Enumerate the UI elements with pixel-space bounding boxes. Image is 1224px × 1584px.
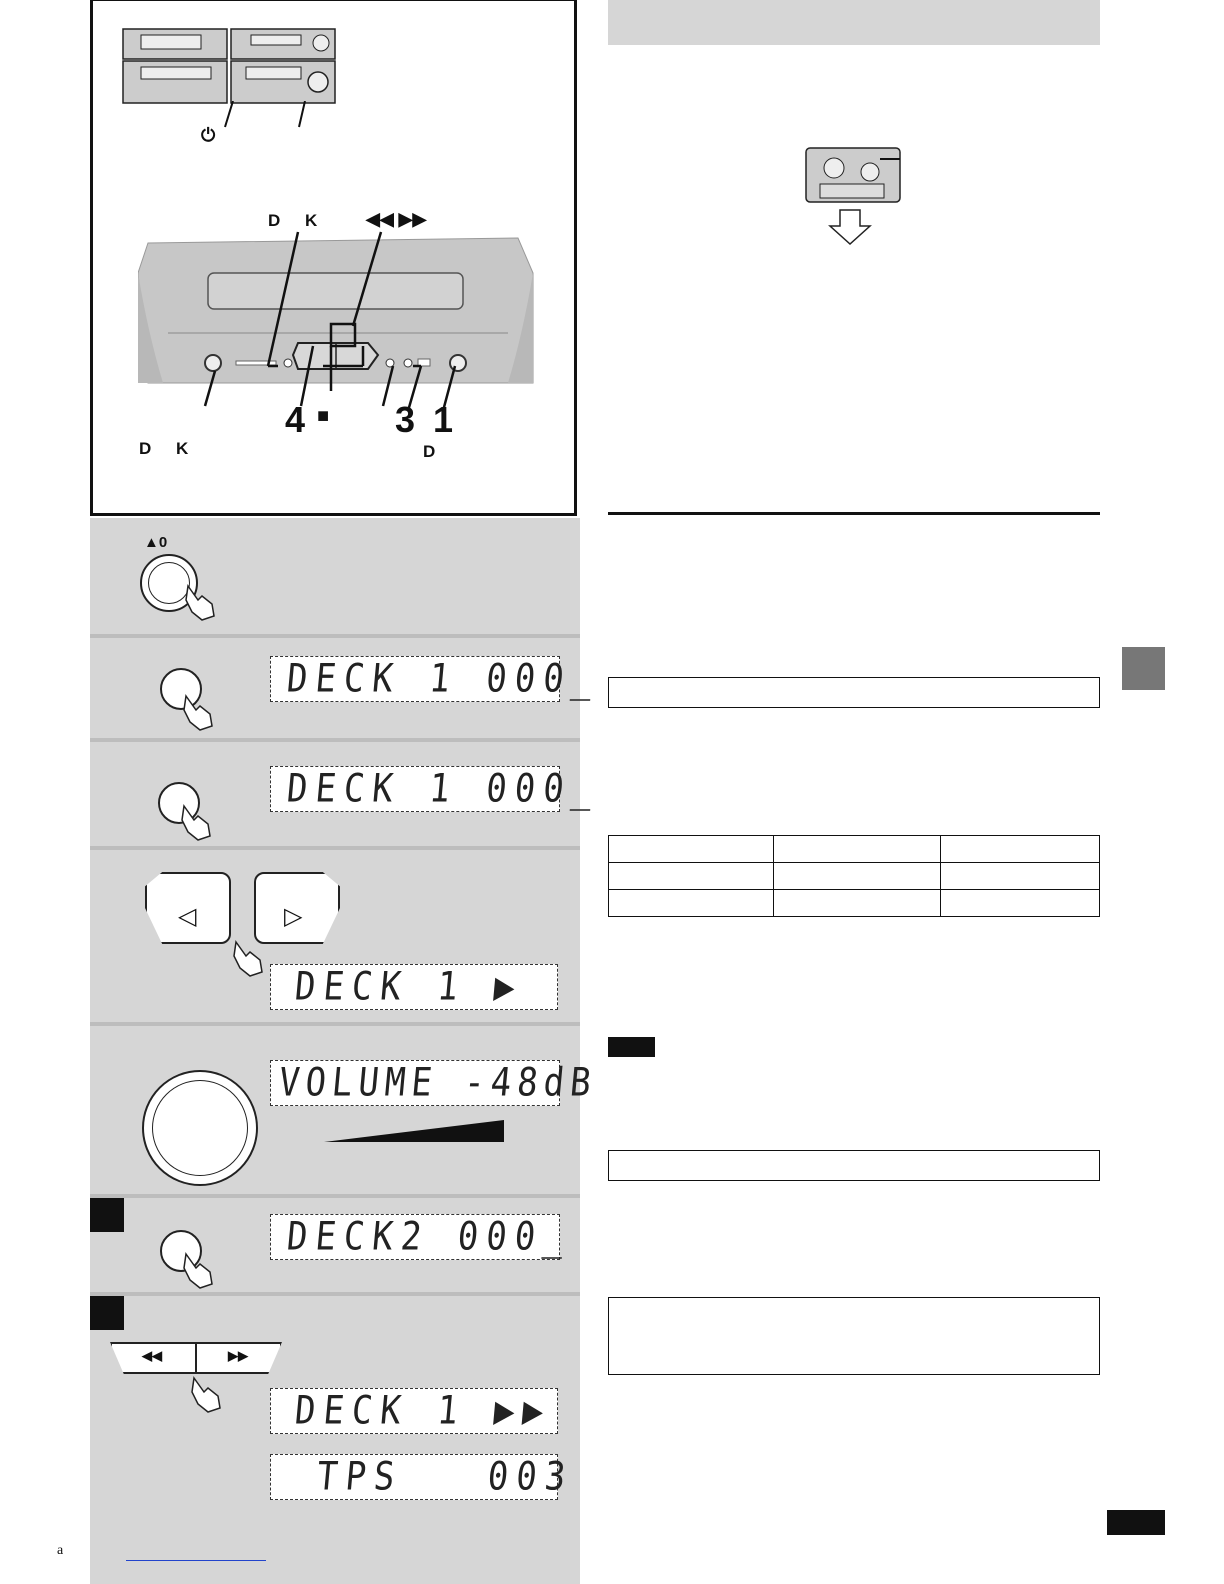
- label-bottom-k: K: [176, 439, 189, 458]
- lcd-text: DECK 1 000_: [284, 766, 603, 812]
- lcd-text: DECK 1 ▶: [292, 964, 525, 1010]
- step-panel-direction: [90, 850, 580, 1022]
- pressing-hand-icon: [190, 1374, 226, 1414]
- leader-lines: [213, 101, 313, 131]
- info-box: [608, 677, 1100, 708]
- label-bottom-d: D: [139, 439, 152, 458]
- step-panel-mode: [90, 742, 603, 846]
- step-badge: [90, 1296, 124, 1330]
- table-row: [609, 890, 1100, 917]
- step-panel-eject: [90, 518, 580, 634]
- divider: [195, 1342, 197, 1374]
- pressing-hand-icon: [230, 938, 270, 978]
- lcd-text: DECK 1 ▶▶: [292, 1388, 554, 1434]
- pressing-hand-icon: [184, 582, 220, 622]
- lcd-display: [270, 656, 603, 702]
- stereo-system-illustration: [121, 27, 341, 107]
- lcd-display: [270, 766, 603, 812]
- pressing-hand-icon: [182, 1250, 218, 1290]
- lcd-display: [270, 1214, 574, 1260]
- header-bar: [608, 0, 1100, 45]
- label-bottom-right-d: D: [423, 442, 436, 461]
- lcd-text: DECK 1 000_: [284, 656, 603, 702]
- pressing-hand-icon: [182, 692, 218, 732]
- side-tab: [1122, 647, 1165, 690]
- lcd-display: [270, 1454, 576, 1500]
- label-deck-d: D: [268, 211, 281, 230]
- lcd-text: TPS 003: [314, 1454, 576, 1500]
- panel-leader-lines: [193, 226, 493, 411]
- label-deck-k: K: [305, 211, 318, 230]
- lcd-text: DECK2 000_: [284, 1214, 574, 1260]
- lcd-display: [270, 964, 558, 1010]
- step-badge: [90, 1198, 124, 1232]
- lcd-display: [270, 1060, 599, 1106]
- section-rule: [608, 512, 1100, 515]
- page-letter: a: [57, 1543, 64, 1558]
- rew-button[interactable]: ◀◀: [142, 1348, 162, 1363]
- lcd-text: VOLUME -48dB: [276, 1060, 599, 1106]
- info-box: [608, 1150, 1100, 1181]
- callout-1: 1: [433, 399, 454, 440]
- notice-box: [608, 1297, 1100, 1375]
- callout-stop: ■: [317, 405, 330, 427]
- cassette-illustration: [800, 144, 910, 248]
- unit-diagram-frame: [90, 0, 577, 516]
- spec-table: [608, 835, 1100, 917]
- pressing-hand-icon: [180, 802, 216, 842]
- volume-wedge-icon: [324, 1120, 506, 1144]
- label-rew-ff: ◀◀ ▶▶: [366, 209, 427, 229]
- note-badge: [608, 1037, 655, 1057]
- arrow-left-icon: ◁: [178, 903, 197, 930]
- callout-4: 4: [285, 399, 306, 440]
- arrow-right-icon: ▷: [284, 903, 303, 930]
- step-panel-deck2: [90, 1198, 580, 1292]
- ff-button[interactable]: ▶▶: [228, 1348, 248, 1363]
- step-panel-search: [90, 1296, 580, 1584]
- step-panel-deck-select: [90, 638, 603, 738]
- power-icon: ⏻: [201, 125, 216, 145]
- table-row: [609, 836, 1100, 863]
- volume-knob[interactable]: [142, 1070, 258, 1186]
- footer-link-underline[interactable]: [126, 1560, 266, 1561]
- callout-3: 3: [395, 399, 416, 440]
- lcd-display: [270, 1388, 558, 1434]
- eject-label: ▲0: [144, 534, 168, 551]
- page-number-badge: [1107, 1510, 1165, 1535]
- step-panel-volume: [90, 1026, 599, 1194]
- left-column: [90, 0, 603, 1584]
- table-row: [609, 863, 1100, 890]
